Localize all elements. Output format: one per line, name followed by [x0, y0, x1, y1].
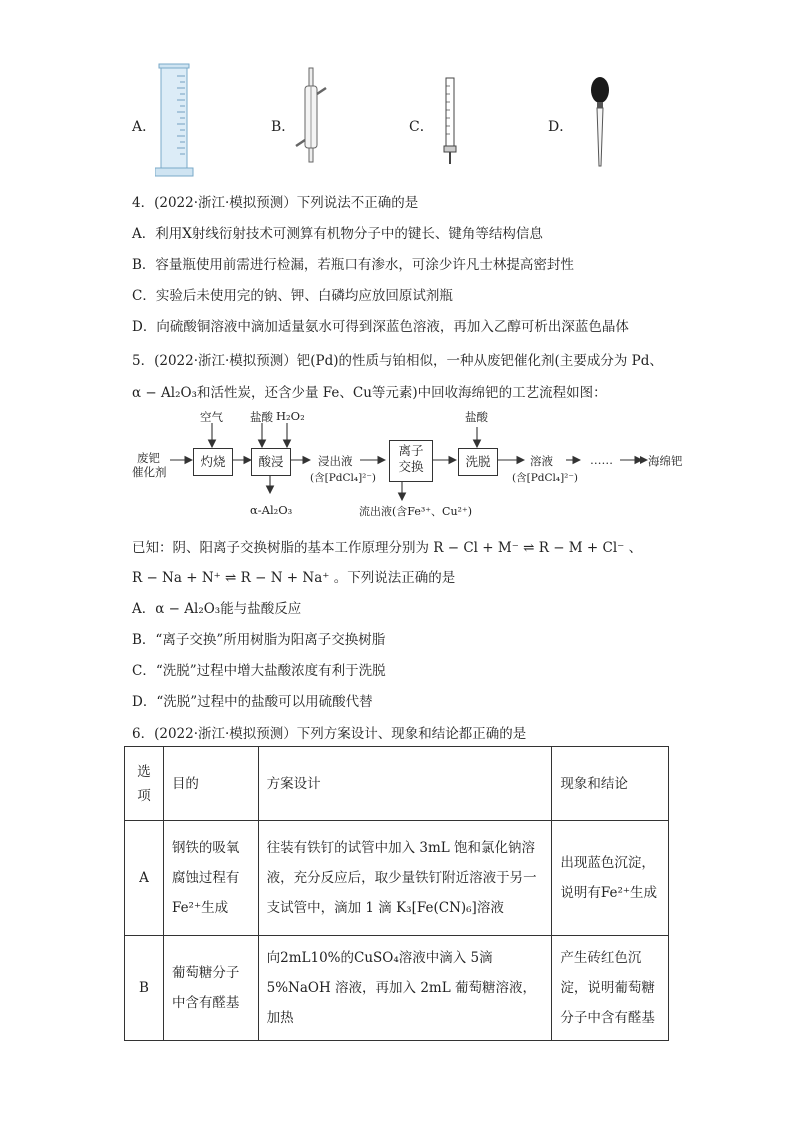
flow-input-top: 废钯	[137, 451, 160, 465]
q5-known-line1: 已知：阴、阳离子交换树脂的基本工作原理分别为 R − Cl + M⁻ ⇌ R − M + Cl⁻ 、	[132, 540, 643, 556]
q5-stem-line2: α − Al₂O₃和活性炭，还含少量 Fe、Cu等元素)中回收海绵钯的工艺流程如图：	[132, 385, 607, 401]
q3-option-c-label: C．	[409, 119, 434, 135]
table-row	[125, 936, 669, 1041]
row-a-option: A	[125, 821, 164, 936]
row-a-design: 往装有铁钉的试管中加入 3mL 饱和氯化钠溶液，充分反应后，取少量铁钉附近溶液于另一支试管中，滴加 1 滴 K₃[Fe(CN)₆]溶液	[258, 821, 552, 936]
row-a-result: 出现蓝色沉淀，说明有Fe²⁺生成	[552, 821, 669, 936]
q6-table	[124, 746, 669, 1041]
flow-box-ion-exchange	[389, 440, 433, 482]
q5-option-a: A．α − Al₂O₃能与盐酸反应	[132, 601, 302, 617]
table-header-row	[125, 747, 669, 821]
q5-option-d: D．“洗脱”过程中的盐酸可以用硫酸代替	[132, 694, 373, 710]
flow-box-elution: 洗脱	[458, 448, 498, 476]
flow-solution-note: (含[PdCl₄]²⁻)	[512, 472, 579, 484]
q6-stem: 6．(2022·浙江·模拟预测）下列方案设计、现象和结论都正确的是	[132, 726, 527, 742]
q5-option-c: C．“洗脱”过程中增大盐酸浓度有利于洗脱	[132, 663, 386, 679]
q4-option-a: A．利用X射线衍射技术可测算有机物分子中的键长、键角等结构信息	[132, 226, 543, 242]
condenser-icon	[292, 66, 332, 166]
flow-input-bottom: 催化剂	[132, 465, 167, 479]
flow-hcl-2: 盐酸	[465, 410, 488, 424]
q3-option-d-label: D．	[548, 119, 574, 135]
flow-hcl: 盐酸	[250, 410, 273, 424]
flow-h2o2: H₂O₂	[276, 409, 305, 423]
row-b-result: 产生砖红色沉淀，说明葡萄糖分子中含有醛基	[552, 936, 669, 1041]
header-result: 现象和结论	[552, 747, 669, 821]
row-b-option: B	[125, 936, 164, 1041]
flow-leachate: 浸出液	[318, 454, 353, 468]
table-row	[125, 821, 669, 936]
header-option: 选项	[125, 747, 164, 821]
q5-option-b: B．“离子交换”所用树脂为阳离子交换树脂	[132, 632, 386, 648]
flow-box-ion-exchange-top: 离子	[398, 443, 424, 458]
arrow-icon	[620, 455, 650, 465]
flow-leachate-note: (含[PdCl₄]²⁻)	[310, 472, 377, 484]
flow-box-roast: 灼烧	[193, 448, 233, 476]
graduated-cylinder-icon	[155, 60, 195, 180]
flow-byproduct: α-Al₂O₃	[250, 503, 293, 517]
flow-effluent: 流出液(含Fe³⁺、Cu²⁺)	[359, 505, 473, 518]
flow-box-ion-exchange-bottom: 交换	[398, 458, 424, 474]
flow-air: 空气	[200, 410, 223, 424]
q4-option-c: C．实验后未使用完的钠、钾、白磷均应放回原试剂瓶	[132, 288, 453, 304]
flow-solution: 溶液	[530, 454, 553, 468]
flow-box-acid-leach: 酸浸	[251, 448, 291, 476]
row-a-goal: 钢铁的吸氧腐蚀过程有Fe²⁺生成	[163, 821, 258, 936]
header-goal: 目的	[163, 747, 258, 821]
q4-option-b: B．容量瓶使用前需进行检漏，若瓶口有渗水，可涂少许凡士林提高密封性	[132, 257, 574, 273]
burette-icon	[440, 76, 460, 168]
q3-option-a-label: A．	[132, 119, 157, 135]
row-b-goal: 葡萄糖分子中含有醛基	[163, 936, 258, 1041]
q5-known-line2: R − Na + N⁺ ⇌ R − N + Na⁺ 。下列说法正确的是	[132, 570, 456, 586]
q3-option-b-label: B．	[271, 119, 296, 135]
q4-option-d: D．向硫酸铜溶液中滴加适量氨水可得到深蓝色溶液，再加入乙醇可析出深蓝色晶体	[132, 319, 629, 335]
header-design: 方案设计	[258, 747, 552, 821]
dropper-icon	[588, 76, 612, 170]
flow-product: 海绵钯	[648, 454, 683, 468]
q4-stem: 4．(2022·浙江·模拟预测）下列说法不正确的是	[132, 195, 419, 211]
row-b-design: 向2mL10%的CuSO₄溶液中滴入 5滴 5%NaOH 溶液，再加入 2mL 葡萄糖溶液，加热	[258, 936, 552, 1041]
q5-stem-line1: 5．(2022·浙江·模拟预测）钯(Pd)的性质与铂相似，一种从废钯催化剂(主要成分为 Pd、	[132, 353, 663, 369]
flow-dots: ……	[590, 453, 613, 467]
